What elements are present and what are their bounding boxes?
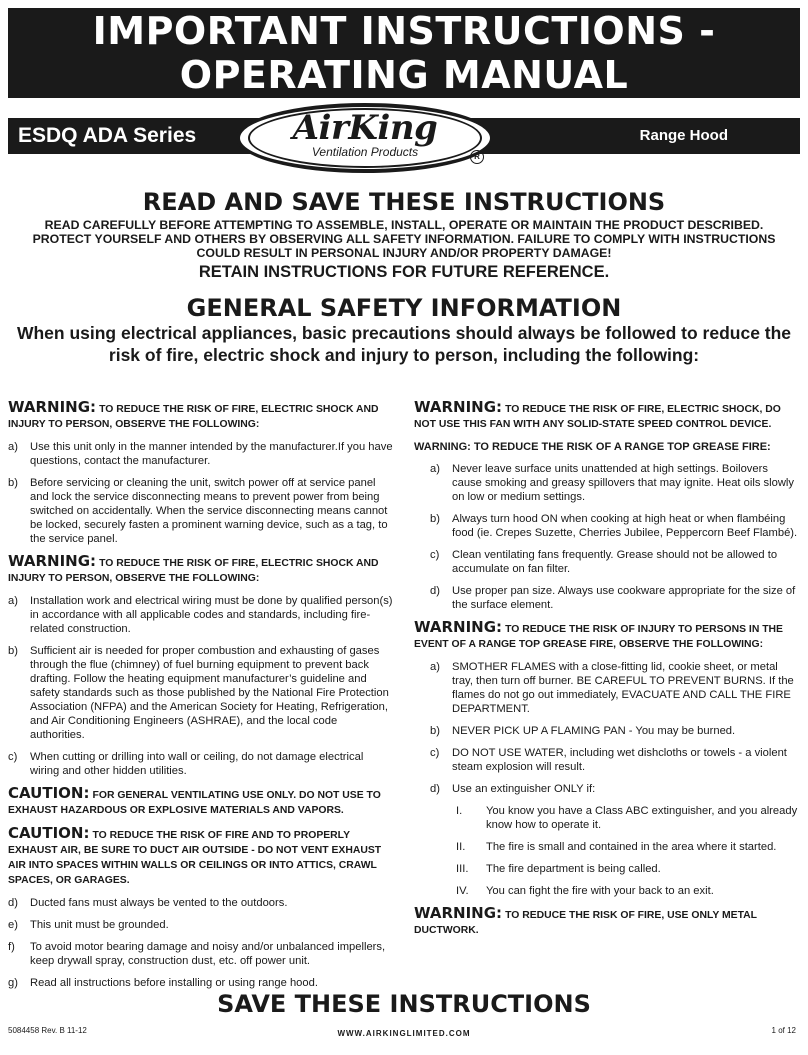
page-number: 1 of 12 xyxy=(771,1026,796,1035)
list-item: III. The fire department is being called. xyxy=(456,863,661,875)
list-item: c) When cutting or drilling into wall or ceiling, do not damage electrical wiring and other hidden utilities. xyxy=(8,751,364,777)
list-item: b) Always turn hood ON when cooking at high heat or when flambéing food (ie. Crepes Suzette, Cherries Jubilee, Peppercorn Beef Flambé). xyxy=(430,513,798,539)
caution-label: CAUTION: xyxy=(8,784,90,802)
brand-logo: AirKing xyxy=(292,108,438,148)
title-banner xyxy=(8,8,800,98)
warning-text: TO REDUCE THE RISK OF FIRE, ELECTRIC SHOCK, DO NOT USE THIS FAN WITH ANY SOLID-STATE SPEED CONTROL DEVICE. xyxy=(414,404,781,430)
read-save-heading: READ AND SAVE THESE INSTRUCTIONS xyxy=(142,188,666,216)
warning-block xyxy=(414,906,800,938)
warning-text: TO REDUCE THE RISK OF INJURY TO PERSONS IN THE EVENT OF A RANGE TOP GREASE FIRE, OBSERVE THE FOLLOWING: xyxy=(414,624,783,650)
list-item: IV. You can fight the fire with your back to an exit. xyxy=(456,885,714,897)
list-item: b) NEVER PICK UP A FLAMING PAN - You may be burned. xyxy=(430,725,736,737)
logo-tagline: Ventilation Products xyxy=(311,145,419,159)
warning-text: TO REDUCE THE RISK OF FIRE, ELECTRIC SHOCK AND INJURY TO PERSON, OBSERVE THE FOLLOWING: xyxy=(8,558,379,584)
list-item: f) To avoid motor bearing damage and noisy and/or unbalanced impellers, keep drywall spray, construction dust, etc. off power unit. xyxy=(8,941,386,967)
warning-label: WARNING: xyxy=(414,904,503,922)
caution-block xyxy=(8,826,394,888)
caution-label: CAUTION: xyxy=(8,824,90,842)
warning-text: TO REDUCE THE RISK OF FIRE, ELECTRIC SHOCK AND INJURY TO PERSON, OBSERVE THE FOLLOWING: xyxy=(8,404,379,430)
warning-label: WARNING: xyxy=(414,618,503,636)
save-instructions-heading: SAVE THESE INSTRUCTIONS xyxy=(217,990,591,1018)
list-item: b) Sufficient air is needed for proper combustion and exhausting of gases through the flue (chimney) of fuel burning equipment to prevent back drafting. Follow the heating equipment manufacturer’s guideline and safety standards such as those published by the National Fire Protection Association (NFPA) and the American Society for Heating, Refrigeration, and Air Conditioning Engineers (ASHRAE), and the local code authorities. xyxy=(8,645,389,741)
warning-label: WARNING: xyxy=(8,552,97,570)
list-item: I. You know you have a Class ABC extinguisher, and you already know how to operate it. xyxy=(456,805,798,831)
list-item: a) Never leave surface units unattended at high settings. Boilovers cause smoking and greasy spillovers that may ignite. Heat oils slowly on low or medium settings. xyxy=(430,463,794,503)
list-item: d) Use an extinguisher ONLY if: xyxy=(430,783,596,795)
series-name: ESDQ ADA Series xyxy=(18,124,197,147)
list-item: d) Use proper pan size. Always use cookware appropriate for the size of the surface element. xyxy=(430,585,796,611)
list-item: b) Before servicing or cleaning the unit, switch power off at service panel and lock the service disconnecting means to prevent power from being switched on accidentally. When the service disconnecting means cannot be locked, securely fasten a prominent warning device, such as a tag, to the service panel. xyxy=(8,477,388,545)
product-type: Range Hood xyxy=(639,127,728,144)
registered-mark-icon: R xyxy=(470,150,484,164)
list-item: a) SMOTHER FLAMES with a close-fitting lid, cookie sheet, or metal tray, then turn off burner. BE CAREFUL TO PREVENT BURNS. If the flames do not go out immediately, EVACUATE AND CALL THE FIRE DEPARTMENT. xyxy=(430,661,794,715)
document-id: 5084458 Rev. B 11-12 xyxy=(8,1026,87,1035)
list-item: c) DO NOT USE WATER, including wet dishcloths or towels - a violent steam explosion will result. xyxy=(430,747,787,773)
website-url: WWW.AIRKINGLIMITED.COM xyxy=(337,1029,471,1038)
general-safety-heading: GENERAL SAFETY INFORMATION xyxy=(186,294,622,322)
read-carefully-warning: READ CAREFULLY BEFORE ATTEMPTING TO ASSEMBLE, INSTALL, OPERATE OR MAINTAIN THE PRODUCT DESCRIBED. PROTECT YOURSELF AND OTHERS BY OBSERVING ALL SAFETY INFORMATION. FAILURE TO COMPLY WITH INSTRUCTIONS COULD RESULT IN PERSONAL INJURY AND/OR PROPERTY DAMAGE! xyxy=(32,218,776,260)
list-item: a) Use this unit only in the manner intended by the manufacturer.If you have questions, contact the manufacturer. xyxy=(8,441,393,467)
list-item: g) Read all instructions before installing or using range hood. xyxy=(8,977,318,989)
warning-text: TO REDUCE THE RISK OF FIRE, USE ONLY METAL DUCTWORK. xyxy=(414,910,757,936)
title-line-2: OPERATING MANUAL xyxy=(179,53,629,97)
right-column xyxy=(414,400,800,946)
warning-label: WARNING: xyxy=(414,398,503,416)
retain-instructions: RETAIN INSTRUCTIONS FOR FUTURE REFERENCE. xyxy=(198,263,610,281)
list-item: II. The fire is small and contained in the area where it started. xyxy=(456,841,777,853)
list-item: d) Ducted fans must always be vented to the outdoors. xyxy=(8,897,288,909)
title-line-1: IMPORTANT INSTRUCTIONS - xyxy=(92,9,716,53)
warning-block xyxy=(8,554,394,586)
list-item: a) Installation work and electrical wiring must be done by qualified person(s) in accordance with all applicable codes and standards, including fire-related construction. xyxy=(8,595,393,635)
grease-fire-subheading: WARNING: TO REDUCE THE RISK OF A RANGE TOP GREASE FIRE: xyxy=(414,441,771,453)
list-item: e) This unit must be grounded. xyxy=(8,919,169,931)
warning-block xyxy=(414,400,800,432)
general-safety-intro: When using electrical appliances, basic precautions should always be followed to reduce the risk of fire, electric shock and injury to person, including the following: xyxy=(16,323,792,365)
caution-text: TO REDUCE THE RISK OF FIRE AND TO PROPERLY EXHAUST AIR, BE SURE TO DUCT AIR OUTSIDE - DO NOT VENT EXHAUST AIR INTO SPACES WITHIN WALLS OR CEILINGS OR INTO ATTICS, CRAWL SPACES, OR GARAGES. xyxy=(8,830,382,886)
caution-block xyxy=(8,786,394,818)
warning-block xyxy=(414,620,800,652)
list-item: c) Clean ventilating fans frequently. Grease should not be allowed to accumulate on fan filter. xyxy=(430,549,778,575)
caution-text: FOR GENERAL VENTILATING USE ONLY. DO NOT USE TO EXHAUST HAZARDOUS OR EXPLOSIVE MATERIALS AND VAPORS. xyxy=(8,790,381,816)
warning-label: WARNING: xyxy=(8,398,97,416)
warning-block xyxy=(8,400,394,432)
left-column xyxy=(8,400,394,998)
